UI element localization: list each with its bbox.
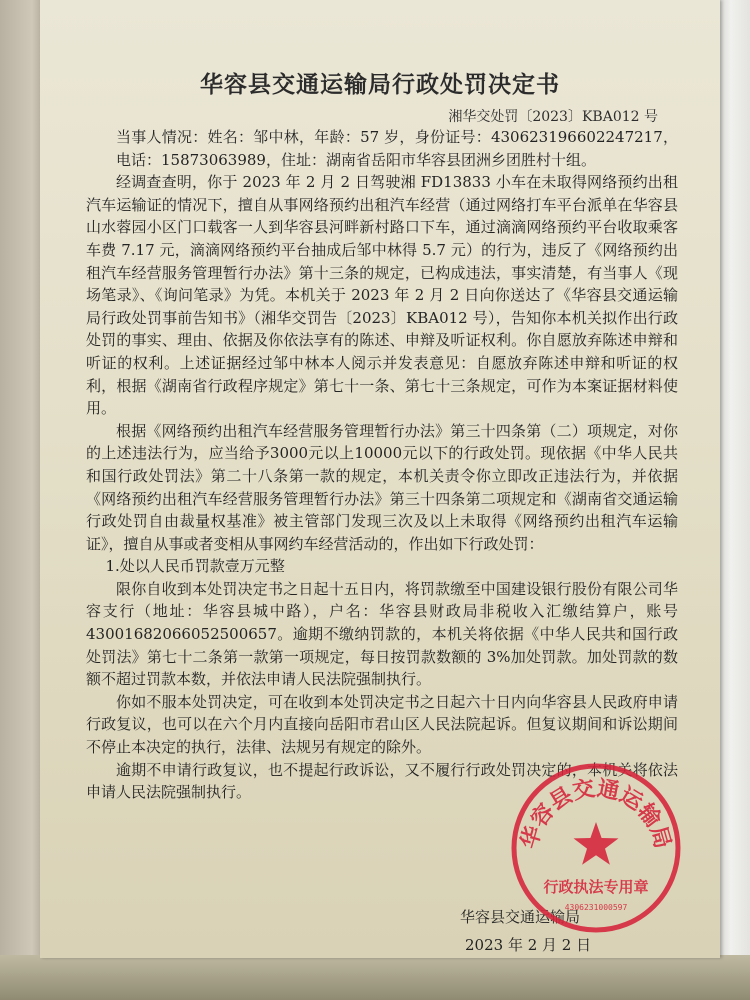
- signature-org: 华容县交通运输局: [460, 908, 581, 926]
- appeal-paragraph: 你如不服本处罚决定，可在收到本处罚决定书之日起六十日内向华容县人民政府申请行政复议，也可以在六个月内直接向岳阳市君山区人民法院起诉。但复议期间和诉讼期间不停止本决定的执行，法律、法规另有规定的除外。: [86, 692, 678, 757]
- legal-basis-paragraph: 根据《网络预约出租汽车经营服务管理暂行办法》第三十四条第（二）项规定，对你的上述违法行为，应当给予3000元以上10000元以下的行政处罚。现依据《中华人民共和国行政处罚法》第二十八条第一款的规定，本机关责令你立即改正违法行为，并依据《网络预约出租汽车经营服务管理暂行办法》第三十四条第二项规定和《湖南省交通运输行政处罚自由裁量权基准》被主管部门发现三次及以上未取得《网络预约出租汽车运输证》，擅自从事或者变相从事网约车经营活动的，作出如下行政处罚：: [86, 421, 678, 553]
- seal-ring-text: 华容县交通运输局: [517, 776, 675, 852]
- document-number: 湘华交处罚〔2023〕KBA012 号: [448, 109, 658, 125]
- document-title: 华容县交通运输局行政处罚决定书: [200, 71, 560, 98]
- seal-center-text: 行政执法专用章: [543, 878, 649, 896]
- enforcement-paragraph: 逾期不申请行政复议，也不提起行政诉讼，又不履行行政处罚决定的，本机关将依法申请人民法院强制执行。: [86, 760, 678, 802]
- findings-paragraph: 经调查查明，你于 2023 年 2 月 2 日驾驶湘 FD13833 小车在未取得网络预约出租汽车运输证的情况下，擅自从事网络预约出租汽车经营（通过网络打车平台派单在华容县山水蓉园小区门口载客一人到华容县河畔新村路口下车，通过滴滴网络预约平台收取乘客车费 7.17 元，滴滴网络预约平台抽成后邹中林得 5.7 元）的行为，违反了《网络预约出租汽车经营服务管理暂行办法》第十三条的规定，已构成违法，事实清楚，有当事人《现场笔录》、《询问笔录》为凭。本机关于 2023 年 2 月 2 日向你送达了《华容县交通运输局行政处罚事前告知书》（湘华交罚告〔2023〕KBA012 号），告知你本机关拟作出行政处罚的事实、理由、依据及你依法享有的陈述、申辩及听证权利。你自愿放弃陈述申辩和听证的权利。上述证据经过邹中林本人阅示并发表意见：自愿放弃陈述申辩和听证的权利，根据《湖南省行政程序规定》第七十一条、第七十三条规定，可作为本案证据材料使用。: [86, 173, 678, 418]
- seal-star-icon: [574, 822, 619, 865]
- background-right-page: [718, 0, 750, 1000]
- payment-paragraph: 限你自收到本处罚决定书之日起十五日内，将罚款缴至中国建设银行股份有限公司华容支行（地址：华容县城中路），户名：华容县财政局非税收入汇缴结算户，账号 43001682066052500657。逾期不缴纳罚款的，本机关将依据《中华人民共和国行政处罚法》第七十二条第一款第一项规定，每日按罚款数额的 3%加处罚款。加处罚款的数额不超过罚款本数，并依法申请人民法院强制执行。: [86, 579, 678, 689]
- party-info: 当事人情况：姓名：邹中林，年龄：57 岁，身份证号：430623196602247217，电话：15873063989，住址：湖南省岳阳市华容县团洲乡团胜村十组。: [116, 128, 678, 169]
- penalty-item: 1.处以人民币罚款壹万元整: [105, 557, 285, 576]
- seal-number: 4306231000597: [564, 903, 628, 912]
- official-seal: [508, 760, 684, 936]
- document-body: [86, 126, 678, 804]
- background-bottom: [0, 955, 750, 1000]
- signature-date: 2023 年 2 月 2 日: [465, 936, 592, 954]
